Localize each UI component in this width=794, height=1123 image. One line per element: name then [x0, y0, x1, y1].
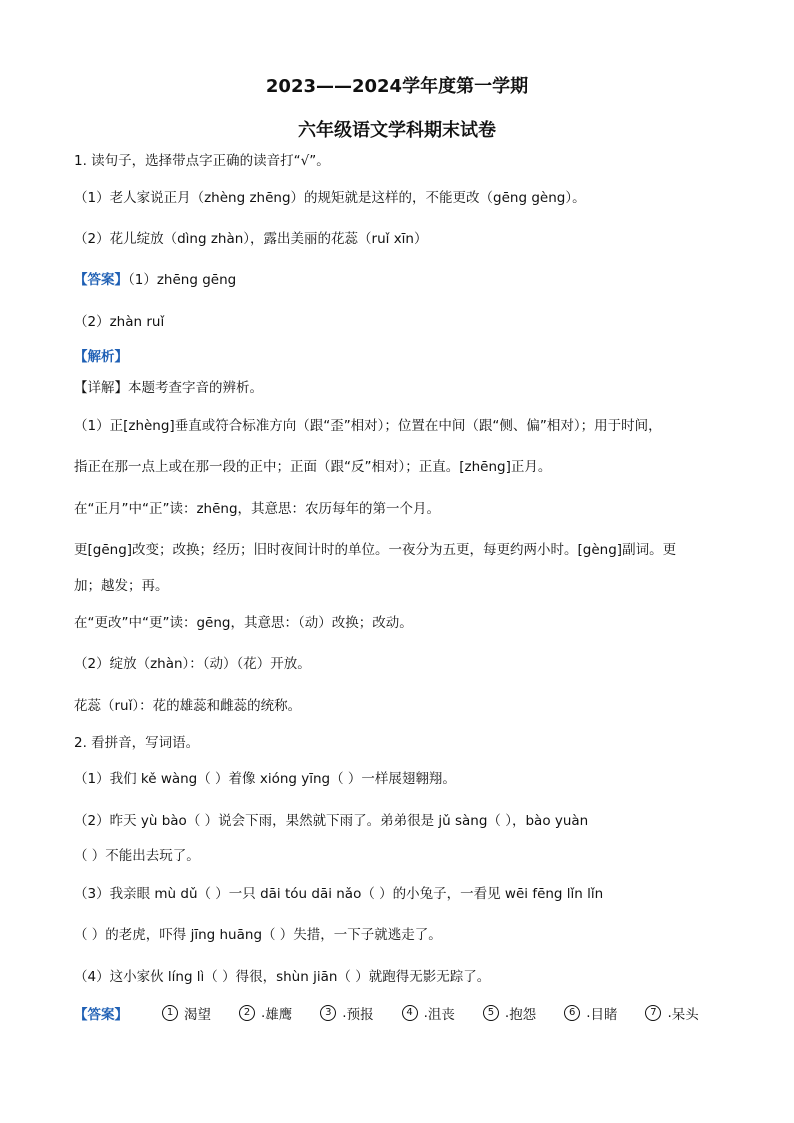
- q1-detail-line-6: 在“更改”中“更”读：gēng，其意思：（动）改换；改动。: [74, 615, 413, 631]
- circled-number: 3: [320, 1005, 336, 1021]
- q1-sentence-1: （1）老人家说正月（zhèng zhēng）的规矩就是这样的，不能更改（gēng gèng）。: [74, 190, 586, 206]
- q1-answer: [74, 271, 236, 289]
- q2-stem: 2. 看拼音，写词语。: [74, 735, 200, 751]
- answer-word: 雄鹰: [265, 1007, 293, 1023]
- answer-sep: .: [423, 1005, 428, 1021]
- q1-sentence-2: （2）花儿绽放（dìng zhàn），露出美丽的花蕊（ruǐ xīn）: [74, 231, 428, 247]
- answer-item: [320, 1003, 373, 1023]
- q2-answer-row: [74, 1003, 734, 1023]
- answer-item: [402, 1003, 455, 1023]
- q2-line-6: （4）这小家伙 líng lì（ ）得很，shùn jiān（ ）就跑得无影无踪了。: [74, 969, 491, 985]
- answer-text: （1）zhēng gēng: [128, 272, 237, 288]
- q2-line-1: （1）我们 kě wàng（ ）着像 xióng yīng（ ）一样展翅翱翔。: [74, 771, 456, 787]
- q2-line-5: （ ）的老虎，吓得 jīng huāng（ ）失措，一下子就逃走了。: [74, 927, 442, 943]
- circled-number: 5: [483, 1005, 499, 1021]
- circled-number: 7: [645, 1005, 661, 1021]
- circled-number: 6: [564, 1005, 580, 1021]
- q1-detail-line-3: 在“正月”中“正”读：zhēng，其意思：农历每年的第一个月。: [74, 501, 441, 517]
- q1-detail-line-7: （2）绽放（zhàn）：（动）（花）开放。: [74, 656, 311, 672]
- answer-word: 沮丧: [427, 1007, 455, 1023]
- answer-tag: 【答案】: [74, 1007, 128, 1023]
- q1-answer-2: （2）zhàn ruǐ: [74, 314, 165, 330]
- answer-word: 预报: [346, 1007, 374, 1023]
- q1-stem: 1. 读句子，选择带点字正确的读音打“√”。: [74, 153, 330, 169]
- answer-sep: .: [667, 1005, 672, 1021]
- exam-title: 2023——2024学年度第一学期: [265, 76, 529, 97]
- answer-item: [564, 1003, 617, 1023]
- q2-line-4: （3）我亲眼 mù dǔ（ ）一只 dāi tóu dāi nǎo（ ）的小兔子，一看见 wēi fēng lǐn lǐn: [74, 886, 604, 902]
- answer-tag: 【答案】: [74, 272, 128, 288]
- circled-number: 2: [239, 1005, 255, 1021]
- q1-detail: [74, 379, 263, 397]
- q1-detail-line-2: 指正在那一点上或在那一段的正中；正面（跟“反”相对）；正直。[zhēng]正月。: [74, 459, 552, 475]
- answer-word: 呆头: [671, 1007, 699, 1023]
- q2-line-2: （2）昨天 yù bào（ ）说会下雨，果然就下雨了。弟弟很是 jǔ sàng（ ），bào yuàn: [74, 813, 589, 829]
- answer-word: 抱怨: [509, 1007, 537, 1023]
- answer-item: [239, 1003, 292, 1023]
- q1-detail-line-4: 更[gēng]改变；改换；经历；旧时夜间计时的单位。一夜分为五更，每更约两小时。[gèng]副词。更: [74, 542, 677, 558]
- answer-sep: .: [586, 1005, 591, 1021]
- answer-sep: .: [261, 1005, 266, 1021]
- answer-sep: .: [342, 1005, 347, 1021]
- answer-word: 目睹: [590, 1007, 618, 1023]
- answer-item: [645, 1003, 698, 1023]
- answer-item: [483, 1003, 536, 1023]
- q1-analysis: [74, 348, 128, 366]
- detail-tag: 【详解】: [74, 380, 128, 396]
- q1-detail-line-1: （1）正[zhèng]垂直或符合标准方向（跟“歪”相对）；位置在中间（跟“侧、偏”相对）；用于时间，: [74, 418, 662, 434]
- q1-detail-line-8: 花蕊（ruǐ）：花的雄蕊和雌蕊的统称。: [74, 698, 302, 714]
- q1-detail-line-5: 加；越发；再。: [74, 578, 169, 594]
- q2-line-3: （ ）不能出去玩了。: [74, 848, 200, 864]
- answer-sep: .: [504, 1005, 510, 1021]
- circled-number: 4: [402, 1005, 418, 1021]
- answer-word: 渴望: [184, 1007, 211, 1023]
- analysis-tag: 【解析】: [74, 349, 128, 365]
- circled-number: 1: [162, 1005, 178, 1021]
- detail-intro: 本题考查字音的辨析。: [128, 380, 263, 396]
- answer-item: [162, 1003, 211, 1023]
- exam-subtitle: 六年级语文学科期末试卷: [298, 120, 496, 141]
